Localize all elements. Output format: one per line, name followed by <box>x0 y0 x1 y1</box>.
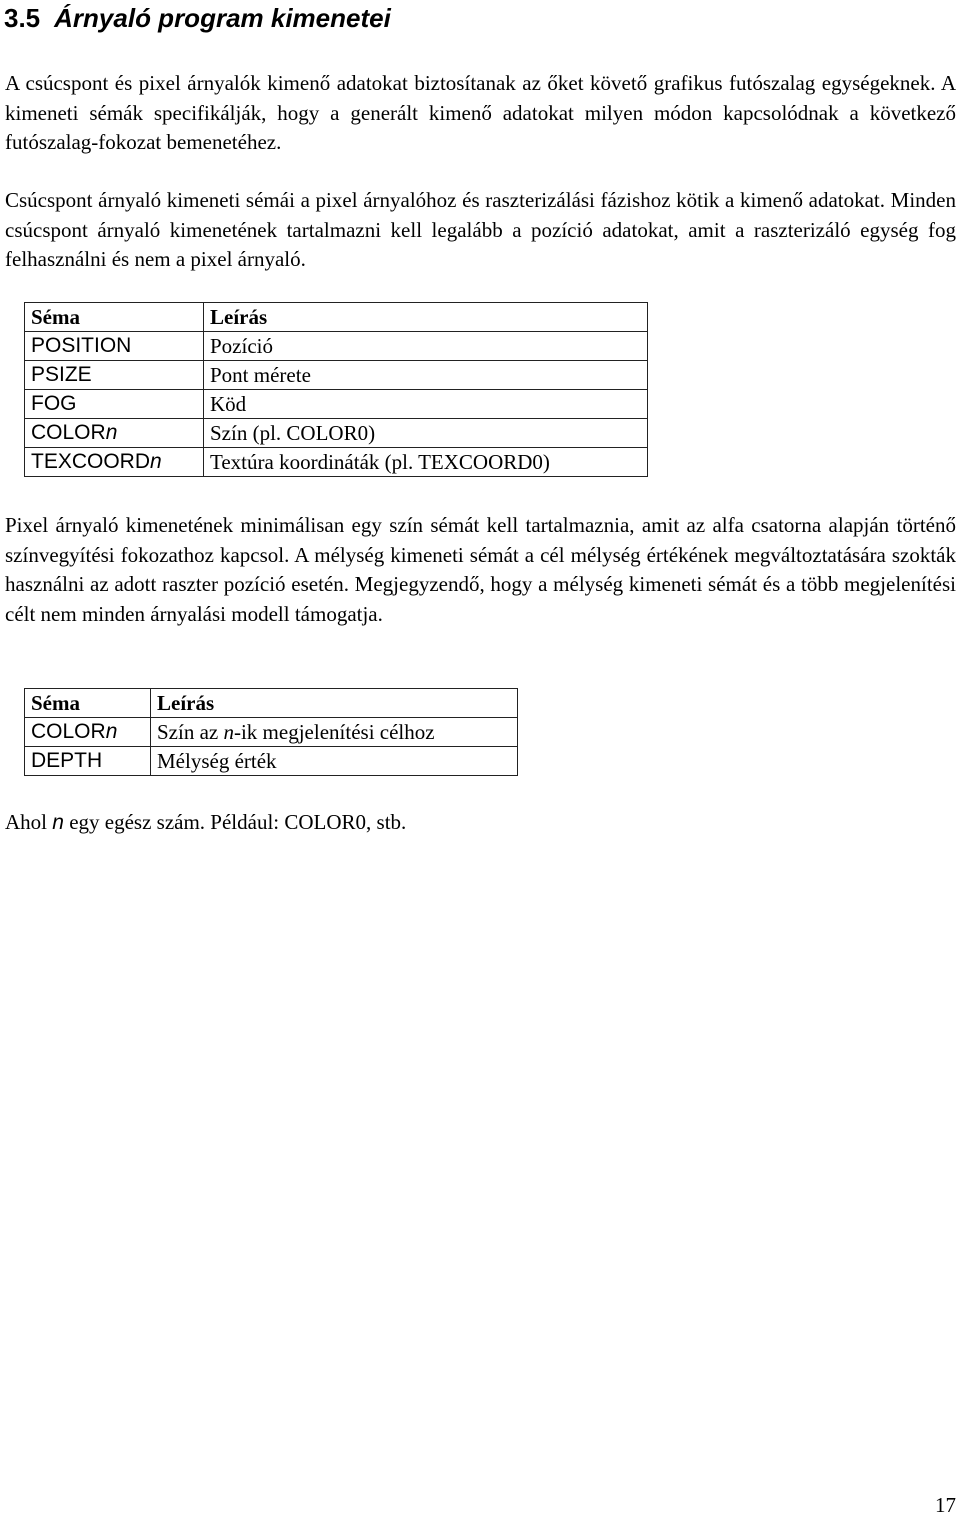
schema-cell <box>25 718 151 747</box>
schema-name: COLOR <box>31 720 106 743</box>
table-row <box>25 361 648 390</box>
description-cell: Pozíció <box>204 332 648 361</box>
table-row <box>25 332 648 361</box>
schema-cell <box>25 747 151 776</box>
schema-cell <box>25 390 204 419</box>
schema-index: n <box>150 450 162 473</box>
schema-cell <box>25 361 204 390</box>
table-row <box>25 747 518 776</box>
description-prefix: Mélység érték <box>157 749 277 773</box>
description-cell: Köd <box>204 390 648 419</box>
description-cell: Textúra koordináták (pl. TEXCOORD0) <box>204 448 648 477</box>
description-suffix: -ik megjelenítési célhoz <box>233 720 435 744</box>
table-header-row <box>25 303 648 332</box>
footnote-variable: n <box>52 811 64 834</box>
page-number: 17 <box>935 1493 956 1517</box>
schema-name: POSITION <box>31 334 132 357</box>
table-row <box>25 448 648 477</box>
schema-cell <box>25 419 204 448</box>
schema-name: FOG <box>31 392 77 415</box>
table-header-row <box>25 689 518 718</box>
footnote-paragraph <box>5 808 956 838</box>
section-title: Árnyaló program kimenetei <box>54 3 391 33</box>
vertex-output-paragraph: Csúcspont árnyaló kimeneti sémái a pixel árnyalóhoz és raszterizálási fázishoz kötik a kimenő adatokat. Minden csúcspont árnyaló kimenetének tartalmazni kell legalább a pozíció adatokat, amit a raszterizáló egység fog felhasználni és nem a pixel árnyaló. <box>5 188 956 271</box>
header-schema: Séma <box>25 303 204 332</box>
schema-name: DEPTH <box>31 749 103 772</box>
table-row <box>25 419 648 448</box>
pixel-output-schema-table <box>24 688 518 776</box>
table-row <box>25 390 648 419</box>
schema-name: TEXCOORD <box>31 450 151 473</box>
header-schema: Séma <box>25 689 151 718</box>
table-row <box>25 718 518 747</box>
footnote-prefix: Ahol <box>5 810 53 834</box>
section-number: 3.5 <box>4 3 41 33</box>
schema-cell <box>25 332 204 361</box>
pixel-output-paragraph: Pixel árnyaló kimenetének minimálisan egy szín sémát kell tartalmaznia, amit az alfa csatorna alapján történő színvegyítési fokozathoz kapcsol. A mélység kimeneti sémát a cél mélység értékének megváltoztatására szokták használni az adott raszter pozíció esetén. Megjegyzendő, hogy a mélység kimeneti sémát és a több megjelenítési célt nem minden árnyalási modell támogatja. <box>5 513 956 626</box>
description-cell: Pont mérete <box>204 361 648 390</box>
vertex-output-schema-table <box>24 302 648 477</box>
footnote-suffix: egy egész szám. Például: COLOR0, stb. <box>63 810 407 834</box>
section-heading <box>4 2 391 34</box>
description-cell <box>151 718 518 747</box>
header-description: Leírás <box>204 303 648 332</box>
description-cell: Szín (pl. COLOR0) <box>204 419 648 448</box>
description-variable: n <box>223 720 234 744</box>
description-prefix: Szín az <box>157 720 224 744</box>
schema-index: n <box>105 421 118 444</box>
intro-paragraph: A csúcspont és pixel árnyalók kimenő adatokat biztosítanak az őket követő grafikus futószalag egységeknek. A kimeneti sémák specifikálják, hogy a generált kimenő adatokat milyen módon kapcsolódnak a következő futószalag-fokozat bemenetéhez. <box>5 71 956 154</box>
schema-name: COLOR <box>31 421 106 444</box>
header-description: Leírás <box>151 689 518 718</box>
description-cell <box>151 747 518 776</box>
schema-name: PSIZE <box>31 363 92 386</box>
schema-index: n <box>105 720 118 743</box>
schema-cell <box>25 448 204 477</box>
